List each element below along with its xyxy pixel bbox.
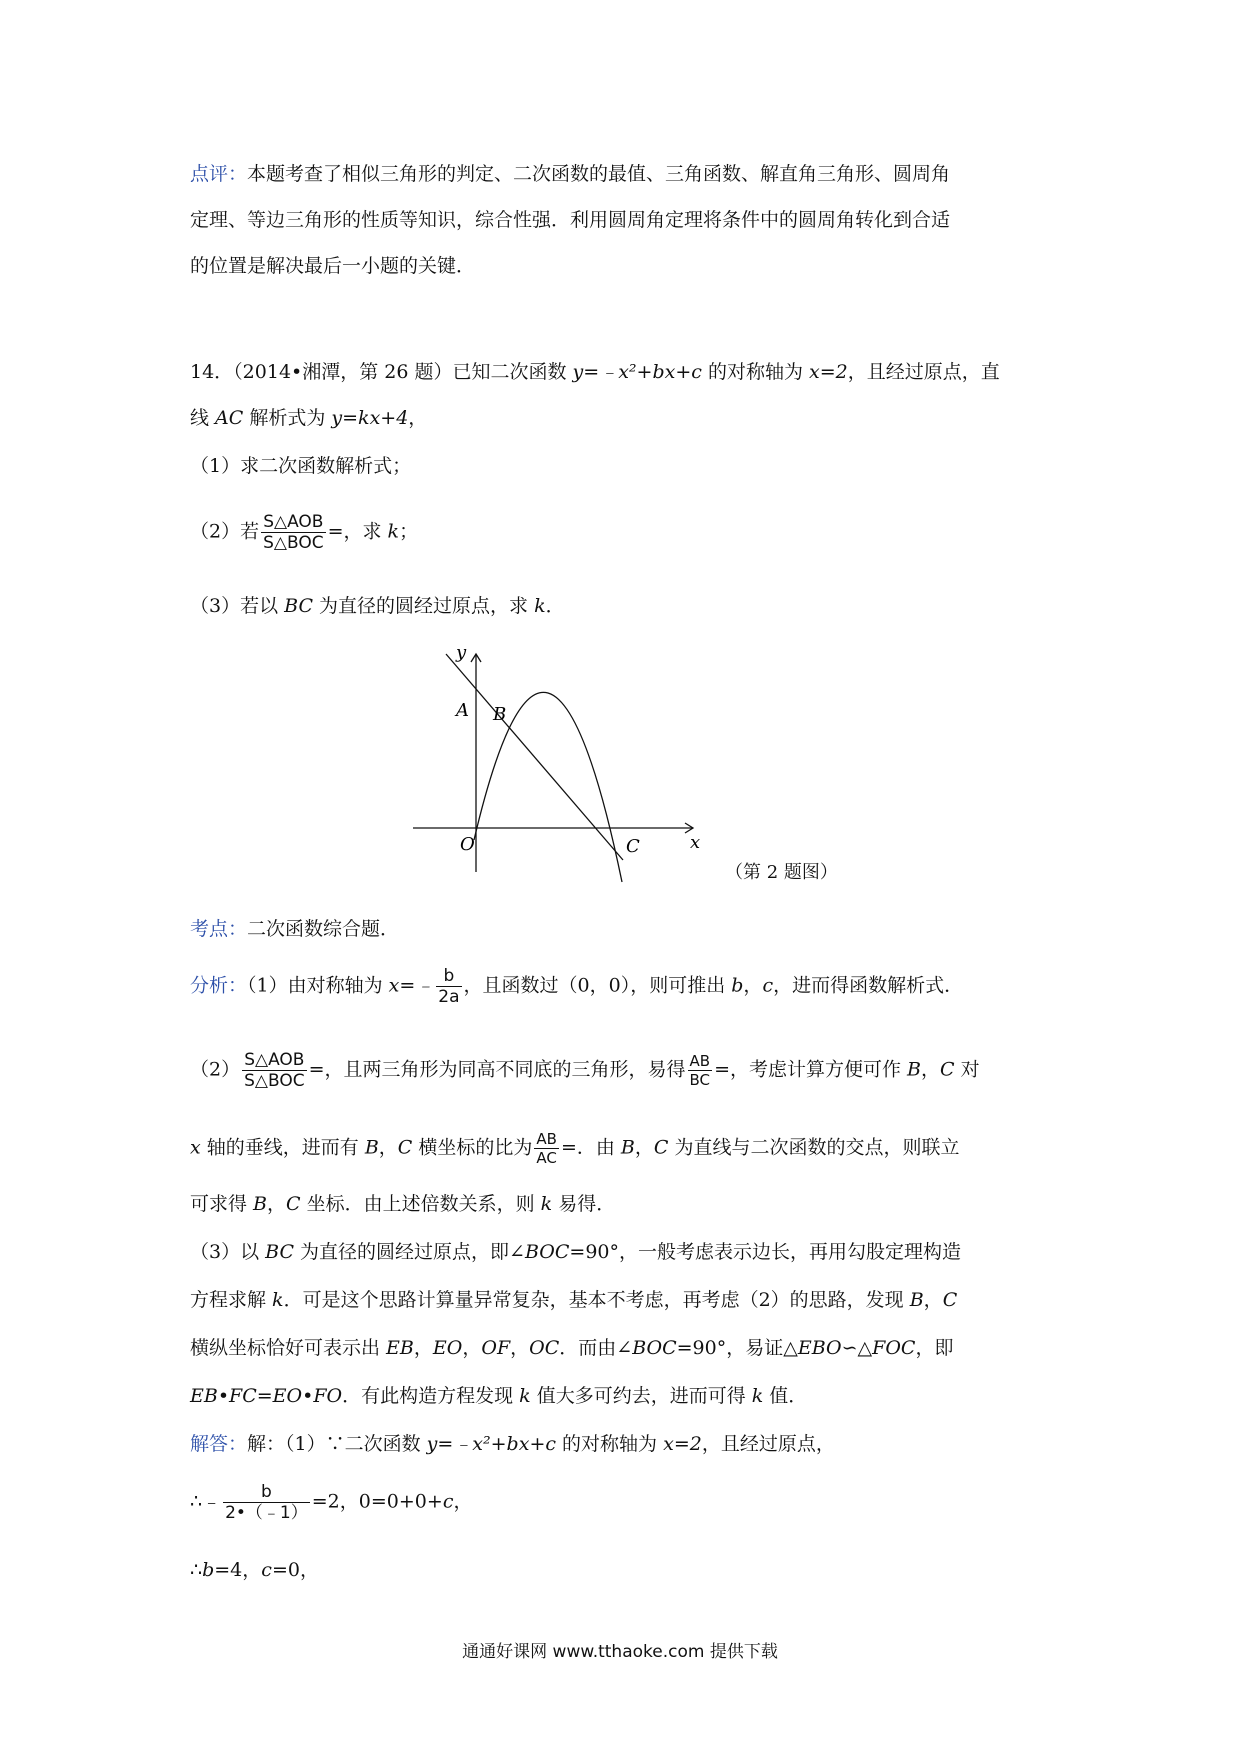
figure-caption: （第 2 题图）	[725, 862, 838, 883]
jieda-text: =2，0=0+0+	[311, 1490, 443, 1513]
problem-function: y=﹣x²+bx+c	[572, 361, 702, 383]
jieda-text: ∴﹣	[190, 1490, 222, 1513]
fenxi-text: =90°，一般考虑表示边长，再用勾股定理构造	[569, 1241, 962, 1263]
problem-text: 线	[190, 407, 216, 429]
segment-oc: OC	[529, 1337, 560, 1359]
jieda-text: ，	[453, 1490, 473, 1513]
equation-product: EB•FC=EO•FO	[190, 1385, 343, 1407]
fenxi-label: 分析：	[190, 974, 248, 997]
problem-text: 的对称轴为	[701, 361, 809, 383]
point-b: B	[620, 1136, 635, 1159]
line-equation: y=kx+4	[331, 407, 409, 429]
comment-line-2: 定理、等边三角形的性质等知识，综合性强．利用圆周角定理将条件中的圆周角转化到合适	[190, 209, 951, 231]
ab-bc-fraction	[688, 1052, 713, 1089]
variable-x: x	[190, 1136, 201, 1159]
segment-bc: BC	[265, 1241, 294, 1263]
jieda-text: ，且经过原点，	[701, 1433, 835, 1455]
segment-bc: BC	[284, 595, 313, 617]
fenxi-text: （2）	[190, 1058, 241, 1081]
fraction-denominator: 2•（﹣1）	[225, 1503, 308, 1523]
point-b: B	[907, 1058, 921, 1081]
point-b-label: B	[493, 704, 507, 725]
fenxi-text: ，	[267, 1193, 287, 1215]
origin-label: O	[460, 834, 475, 855]
variable-k: k	[534, 595, 546, 617]
problem-text: 14．（2014•湘潭，第 26 题）已知二次函数	[190, 361, 573, 383]
jieda-text: =4，	[214, 1559, 262, 1581]
fenxi-text: 可求得	[190, 1193, 254, 1215]
fenxi-text: 值大多可约去，进而可得	[530, 1385, 752, 1407]
jieda-line-1	[190, 1430, 835, 1458]
axis-computation-fraction	[223, 1482, 310, 1523]
fenxi-text: ，	[634, 1136, 654, 1159]
fenxi-text: 值．	[763, 1385, 808, 1407]
variable-k: k	[272, 1289, 284, 1311]
kaodian-label: 考点：	[190, 918, 248, 940]
problem-text: ，且经过原点，直	[847, 361, 1000, 383]
fenxi-text: ，进而得函数解析式．	[773, 974, 964, 997]
fenxi-text: ，	[510, 1337, 530, 1359]
jieda-text: =0，	[271, 1559, 319, 1581]
triangle-ebo: EBO	[797, 1337, 842, 1359]
comment-text-1: 本题考查了相似三角形的判定、二次函数的最值、三角函数、解直角三角形、圆周角	[247, 163, 951, 185]
fenxi-text: ，且函数过（0，0），则可推出	[463, 974, 732, 997]
fenxi-text: ，即	[915, 1337, 954, 1359]
fenxi-text: ．有此构造方程发现	[342, 1385, 520, 1407]
point-c: C	[653, 1136, 669, 1159]
fenxi-text: 方程求解	[190, 1289, 273, 1311]
variable-b: b	[731, 974, 744, 997]
variable-b: b	[202, 1559, 215, 1581]
question-text: =，求	[327, 520, 388, 543]
variable-c: c	[261, 1559, 272, 1581]
variable-c: c	[442, 1490, 454, 1513]
triangle-foc: FOC	[872, 1337, 916, 1359]
fenxi-text: ．而由∠	[559, 1337, 633, 1359]
jieda-line-2	[190, 1482, 472, 1523]
axis-fraction	[436, 966, 461, 1007]
fenxi-text: =90°，易证△	[676, 1337, 798, 1359]
jieda-text: ∴	[190, 1559, 203, 1581]
question-1: （1）求二次函数解析式；	[190, 455, 412, 477]
fenxi-line-4	[190, 1190, 615, 1218]
angle-boc: BOC	[524, 1241, 570, 1263]
point-c-label: C	[626, 836, 640, 857]
variable-k: k	[519, 1385, 531, 1407]
fenxi-line-1	[190, 966, 963, 1007]
point-b: B	[253, 1193, 268, 1215]
kaodian-line	[190, 915, 399, 943]
point-c: C	[397, 1136, 413, 1159]
line-ac	[446, 654, 623, 860]
jieda-text: 解：（1）∵二次函数	[247, 1433, 427, 1455]
fraction-denominator: 2a	[438, 987, 460, 1007]
comment-line-3: 的位置是解决最后一小题的关键．	[190, 255, 476, 277]
kaodian-text: 二次函数综合题．	[247, 918, 400, 940]
fenxi-text: 横纵坐标恰好可表示出	[190, 1337, 387, 1359]
problem-line-1	[190, 358, 1000, 386]
fenxi-line-2	[190, 1050, 980, 1091]
fenxi-text: 坐标．由上述倍数关系，则	[300, 1193, 541, 1215]
fenxi-text: 易得．	[552, 1193, 616, 1215]
fenxi-formula: x=﹣	[388, 974, 435, 997]
question-text: 为直径的圆经过原点，求	[313, 595, 535, 617]
fraction-denominator: S△BOC	[244, 1071, 305, 1091]
fenxi-text: ，	[743, 974, 763, 997]
fenxi-text: ．可是这个思路计算量异常复杂，基本不考虑，再考虑（2）的思路，发现	[283, 1289, 910, 1311]
fenxi-text: （3）以	[190, 1241, 266, 1263]
fraction-numerator: S△AOB	[261, 512, 325, 533]
point-b: B	[364, 1136, 379, 1159]
problem-text: ，	[408, 407, 428, 429]
fenxi-line-7	[190, 1334, 954, 1362]
problem-axis: x=2	[809, 361, 848, 383]
fraction-numerator: b	[436, 966, 461, 987]
ab-ac-fraction	[534, 1130, 559, 1167]
question-text: （3）若以	[190, 595, 285, 617]
fenxi-text: ，	[921, 1058, 941, 1081]
fraction-denominator: S△BOC	[263, 533, 324, 553]
fenxi-text: ，	[413, 1337, 433, 1359]
fraction-numerator: S△AOB	[242, 1050, 306, 1071]
segment-eo: EO	[432, 1337, 463, 1359]
fraction-denominator: AC	[536, 1149, 557, 1167]
point-c: C	[286, 1193, 301, 1215]
point-b: B	[909, 1289, 924, 1311]
segment-eb: EB	[386, 1337, 414, 1359]
fenxi-text: =．由	[560, 1136, 621, 1159]
area-ratio-fraction	[261, 512, 325, 553]
question-text: ．	[545, 595, 565, 617]
angle-boc: BOC	[632, 1337, 677, 1359]
variable-k: k	[387, 520, 400, 543]
fenxi-text: ，	[462, 1337, 482, 1359]
point-a-label: A	[456, 700, 469, 721]
question-3	[190, 592, 565, 620]
question-text: （2）若	[190, 520, 260, 543]
line-name: AC	[215, 407, 244, 429]
variable-c: c	[762, 974, 774, 997]
variable-k: k	[540, 1193, 553, 1215]
segment-of: OF	[481, 1337, 511, 1359]
fraction-numerator: AB	[689, 1052, 711, 1070]
variable-k: k	[751, 1385, 764, 1407]
y-axis-label: y	[456, 642, 467, 663]
jieda-line-3	[190, 1556, 319, 1584]
jieda-function: y=﹣x²+bx+c	[426, 1433, 557, 1455]
question-text: ；	[399, 520, 419, 543]
problem-line-2	[190, 404, 427, 432]
parabola-figure	[408, 640, 708, 885]
fenxi-text: （1）由对称轴为	[247, 974, 389, 997]
fenxi-text: =，且两三角形为同高不同底的三角形，易得	[308, 1058, 686, 1081]
fenxi-text: 横坐标的比为	[412, 1136, 533, 1159]
fenxi-text: 为直径的圆经过原点，即∠	[294, 1241, 525, 1263]
fenxi-text: ，	[923, 1289, 943, 1311]
fenxi-text: ，	[378, 1136, 398, 1159]
jieda-label: 解答：	[190, 1433, 248, 1455]
comment-label: 点评：	[190, 163, 248, 185]
fenxi-line-3	[190, 1130, 960, 1167]
fraction-numerator: b	[223, 1482, 310, 1503]
fenxi-text: 轴的垂线，进而有	[200, 1136, 365, 1159]
comment-line-1	[190, 160, 950, 188]
fenxi-text: 对	[954, 1058, 980, 1081]
jieda-axis: x=2	[663, 1433, 702, 1455]
fenxi-line-5	[190, 1238, 961, 1266]
area-ratio-fraction	[242, 1050, 306, 1091]
x-axis-label: x	[690, 832, 701, 853]
fenxi-line-6	[190, 1286, 957, 1314]
fenxi-text: =，考虑计算方便可作	[714, 1058, 908, 1081]
fraction-denominator: BC	[689, 1071, 711, 1089]
fraction-numerator: AB	[536, 1130, 557, 1148]
point-c: C	[940, 1058, 955, 1081]
point-c: C	[942, 1289, 958, 1311]
problem-text: 解析式为	[243, 407, 332, 429]
fenxi-text: ∽△	[841, 1337, 873, 1359]
fenxi-text: 为直线与二次函数的交点，则联立	[668, 1136, 960, 1159]
fenxi-line-8	[190, 1382, 807, 1410]
jieda-text: 的对称轴为	[556, 1433, 664, 1455]
question-2	[190, 512, 418, 553]
page-footer: 通通好课网 www.tthaoke.com 提供下载	[462, 1642, 778, 1662]
